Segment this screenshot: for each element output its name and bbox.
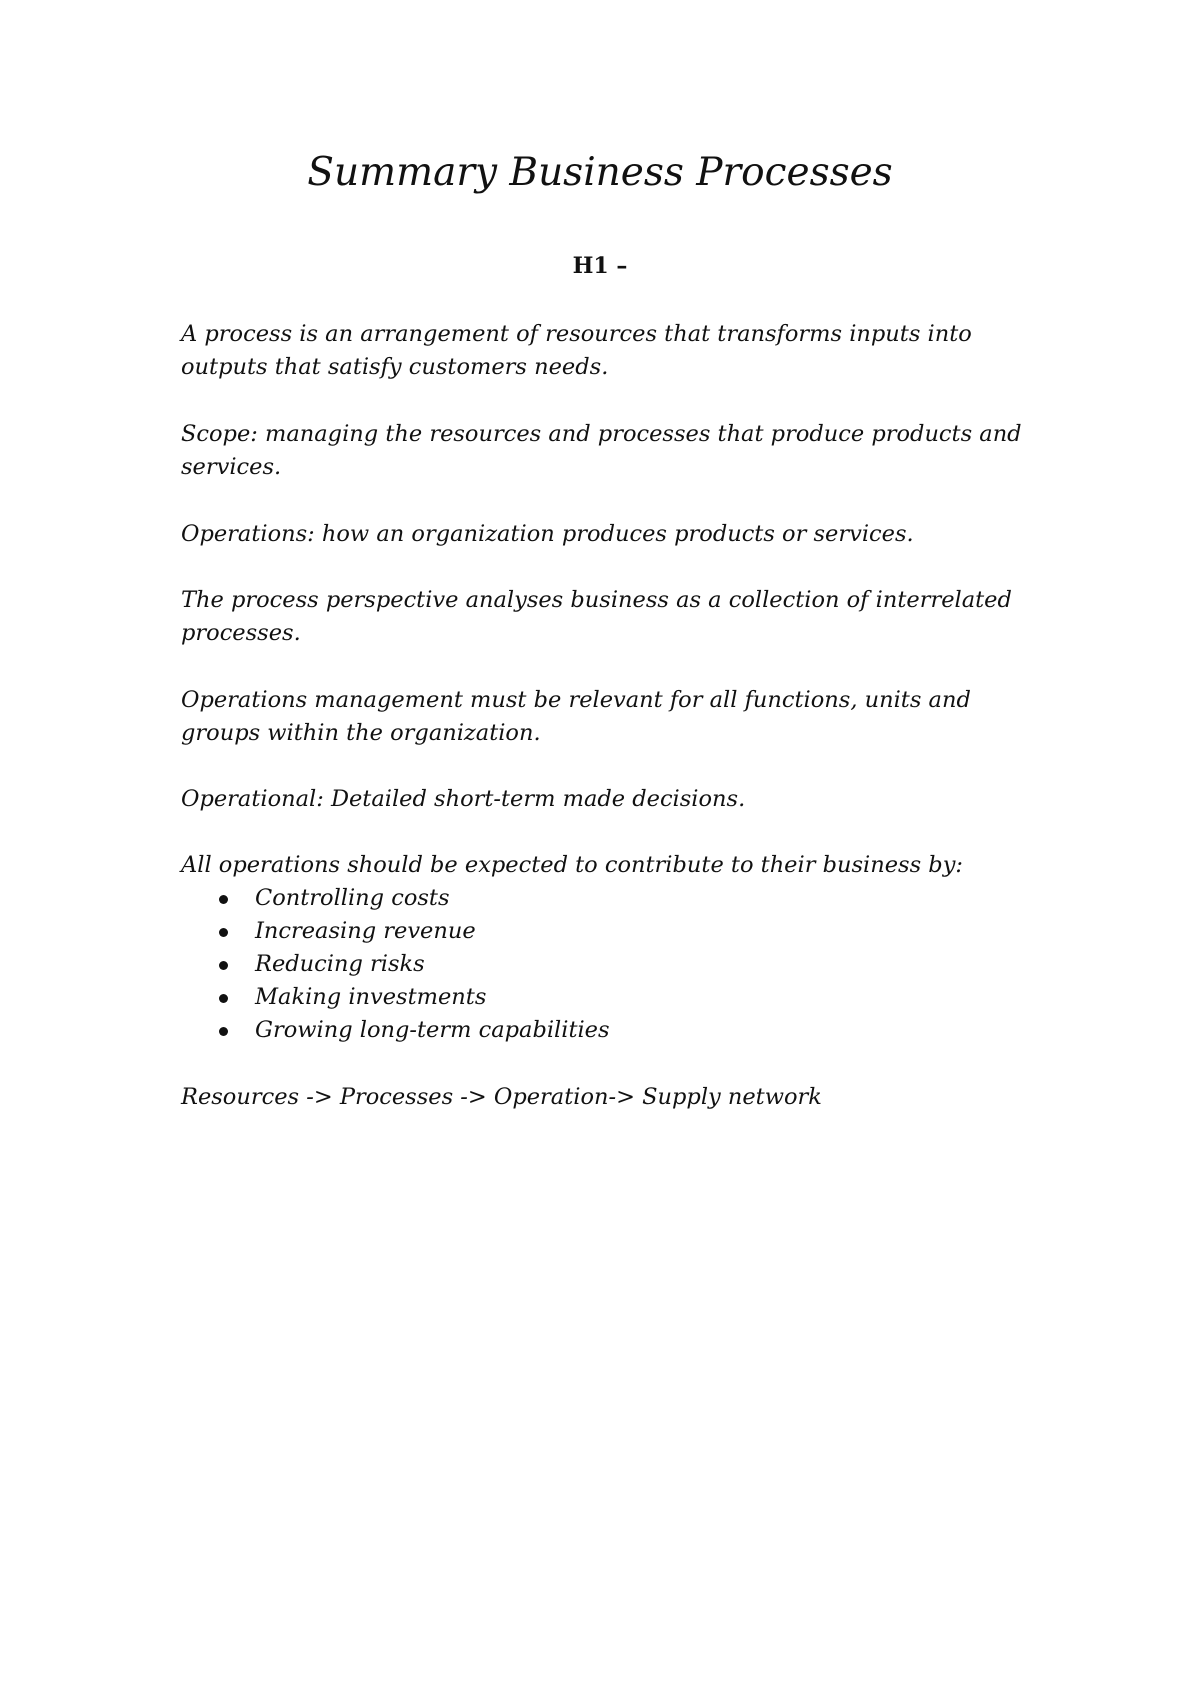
section-heading: H1 – xyxy=(572,253,628,279)
paragraph-operations: Operations: how an organization produces products or services. xyxy=(181,521,914,547)
list-item xyxy=(181,915,610,948)
bullet-icon xyxy=(219,895,228,904)
list-item-text: Making investments xyxy=(255,984,487,1010)
paragraph-supply-chain: Resources -> Processes -> Operation-> Supply network xyxy=(181,1084,822,1110)
list-item xyxy=(181,882,610,915)
bullet-icon xyxy=(219,928,228,937)
paragraph-process-perspective: The process perspective analyses business as a collection of interrelated processes. xyxy=(181,587,1012,646)
list-item-text: Growing long-term capabilities xyxy=(255,1017,610,1043)
paragraph-process-definition: A process is an arrangement of resources that transforms inputs into outputs that satisfy customers needs. xyxy=(181,321,972,380)
list-item-text: Reducing risks xyxy=(255,951,425,977)
list-item-text: Controlling costs xyxy=(255,885,450,911)
list-item xyxy=(181,981,610,1014)
document-title: Summary Business Processes xyxy=(307,150,893,195)
paragraph-scope: Scope: managing the resources and processes that produce products and services. xyxy=(181,421,1022,480)
list-item xyxy=(181,948,610,981)
paragraph-operational: Operational: Detailed short-term made decisions. xyxy=(181,786,746,812)
contribution-list xyxy=(181,882,610,1047)
bullet-icon xyxy=(219,1027,228,1036)
list-item-text: Increasing revenue xyxy=(255,918,476,944)
paragraph-contribution-intro: All operations should be expected to contribute to their business by: xyxy=(181,852,963,878)
paragraph-operations-management: Operations management must be relevant for all functions, units and groups within the organization. xyxy=(181,687,971,746)
bullet-icon xyxy=(219,994,228,1003)
list-item xyxy=(181,1014,610,1047)
bullet-icon xyxy=(219,961,228,970)
